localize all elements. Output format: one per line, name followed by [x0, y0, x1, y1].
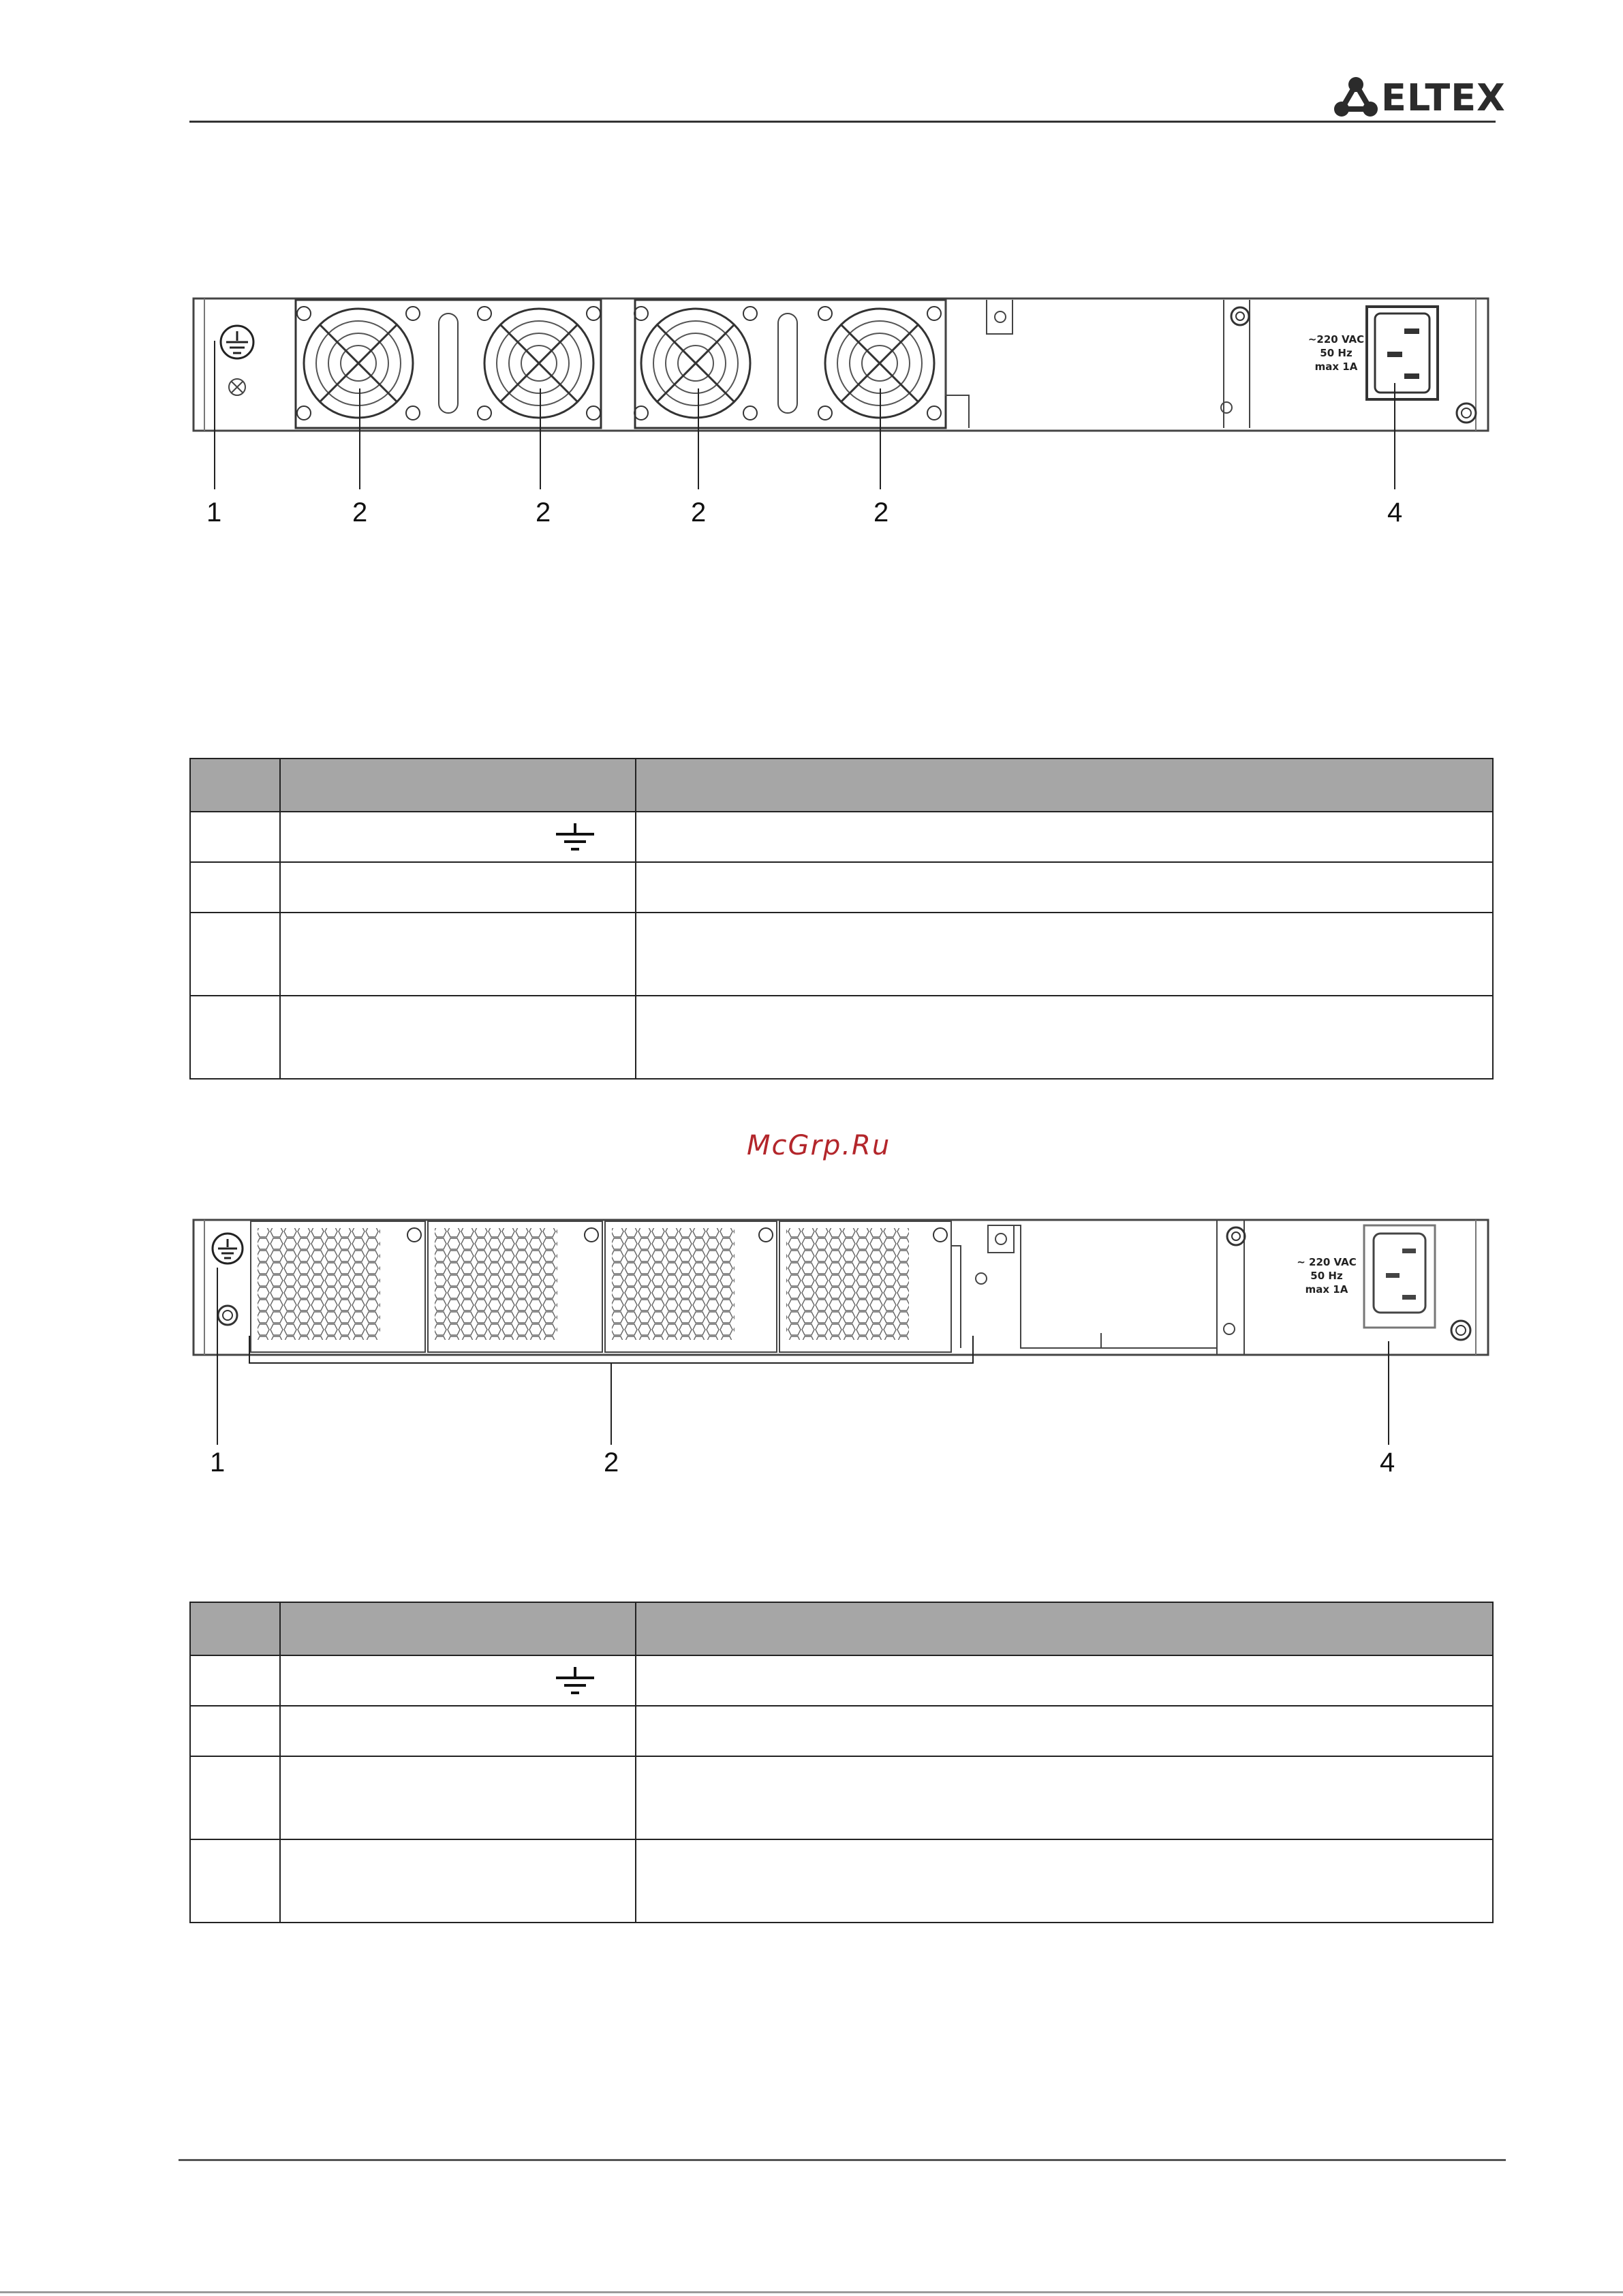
ground-symbol-icon — [555, 823, 596, 852]
logo-text: ELTEX — [1381, 76, 1506, 119]
rear-panel-table-1 — [189, 758, 1494, 1080]
callout-2: 2 — [604, 1448, 619, 1478]
callout-4: 4 — [1387, 498, 1403, 527]
callout-2a: 2 — [352, 498, 368, 527]
watermark-text: McGrp.Ru — [747, 1130, 891, 1161]
page-bottom-edge — [0, 2291, 1623, 2293]
header-cell-description — [636, 1602, 1493, 1655]
power-current: max 1A — [1305, 1283, 1348, 1296]
table-row — [190, 812, 1493, 862]
table-row — [190, 1756, 1493, 1839]
header-cell-number — [190, 759, 280, 812]
callout-lines-2 — [188, 1227, 1495, 1452]
power-current: max 1A — [1314, 361, 1358, 373]
callout-2d: 2 — [874, 498, 889, 527]
power-voltage: ~220 VAC — [1308, 333, 1365, 346]
callout-2c: 2 — [691, 498, 707, 527]
power-frequency: 50 Hz — [1310, 1270, 1343, 1282]
callout-1: 1 — [206, 498, 222, 527]
callout-4: 4 — [1380, 1448, 1395, 1478]
callout-1: 1 — [210, 1448, 226, 1478]
table-row — [190, 1706, 1493, 1756]
header-cell-description — [636, 759, 1493, 812]
rear-panel-table-2 — [189, 1602, 1494, 1923]
eltex-logo-icon — [1332, 75, 1380, 119]
table-header-row — [190, 759, 1493, 812]
callout-lines-1 — [188, 334, 1495, 504]
table-header-row — [190, 1602, 1493, 1655]
table-row — [190, 996, 1493, 1079]
power-frequency: 50 Hz — [1320, 347, 1352, 359]
callout-2b: 2 — [536, 498, 551, 527]
power-voltage: ~ 220 VAC — [1297, 1256, 1357, 1268]
table-row — [190, 862, 1493, 913]
ground-symbol-icon — [555, 1667, 596, 1696]
table-row — [190, 1839, 1493, 1923]
header-rule — [189, 121, 1496, 123]
header-cell-number — [190, 1602, 280, 1655]
header-cell-element — [280, 759, 636, 812]
table-row — [190, 1655, 1493, 1706]
header-cell-element — [280, 1602, 636, 1655]
footer-rule — [179, 2159, 1506, 2161]
table-row — [190, 913, 1493, 996]
